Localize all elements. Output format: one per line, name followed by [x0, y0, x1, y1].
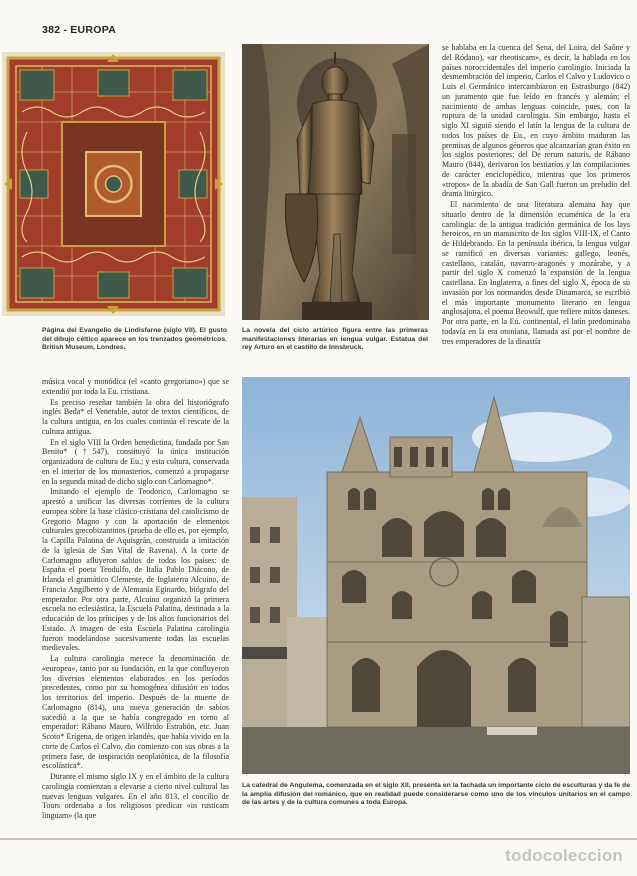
- caption-lindisfarne-gospel: Página del Evangelio de Lindisfarne (siglo VII). El gusto del dibujo céltico aparece en los trenzados geométricos. British Museum, Londres.: [42, 327, 227, 352]
- page-number: 382: [42, 24, 61, 36]
- text-column-right: [442, 43, 630, 357]
- paragraph: Durante el mismo siglo IX y en el ámbito de la cultura carolingia comienzan a elevarse a cierto nivel cultural las nuevas lenguas vulgares. En el año 813, el concilio de Tours ordenaba a los religiosos predicar «in rusticam linguam» (la que: [42, 772, 229, 820]
- lindisfarne-gospel-image: [2, 52, 225, 316]
- caption-king-arthur: La novela del ciclo artúrico figura entre las primeras manifestaciones literarias en lengua vulgar. Estatua del rey Arturo en el castillo de Innsbruck.: [242, 327, 428, 352]
- paragraph: Imitando el ejemplo de Teodorico, Carlomagno se aprestó a unificar las diversas corrientes de la cultura europea sobre la base clásico-cristiana del catolicismo de Gregorio Magno y con la aportación de elementos culturales grecobizantinos (prueba de ello es, por ejemplo, la Capilla Palatina de Aquisgrán, construida a imitación de la iglesia de San Vital de Ravena). A la corte de Carlomagno afluyeron sabios de todos los países: de España el poeta Teodulfo, de Italia Pablo Diácono, de Irlanda el gramático Clemente, de Inglaterra Alcuino, de Francia Angilberto y de Alemania Eginardo, biógrafo del emperador. Por otra parte, Alcuino organizó la primera escuela no eclesiástica, la Escuela Palatina, destinada a la educación de los príncipes y de los altos funcionarios del Estado. A imagen de esta Escuela Palatina carolingia fueron modelándose sucesivamente todas las escuelas medievales.: [42, 487, 229, 653]
- paragraph: La cultura carolingia merece la denominación de «europea», tanto por su fundación, en la que confluyeron los diversos elementos elaborados en los períodos precedentes, como por su homogénea difusión en todos los territorios del imperio. Después de la muerte de Carlomagno (814), una nueva generación de sabios sucedió a la que se había congregado en torno al emperador: Rábano Mauro, Wilfrido Estrabón, etc. Juan Scoto* Erígena, de origen irlandés, que había vivido en la corte de Carlos el Calvo, dio comienzo con sus obras a la primera fase, de inspiración neoplatónica, de la filosofía escolástica*.: [42, 654, 229, 771]
- watermark: todocoleccion: [505, 846, 623, 865]
- king-arthur-statue-image: [242, 44, 429, 320]
- page-header: [42, 24, 116, 36]
- caption-angouleme-cathedral: La catedral de Angulema, comenzada en el siglo XII, presenta en la fachada un importante ciclo de esculturas y da fe de la amplia difusión del románico, que en realidad puede considerarse como uno de los vínculos unitarios en el campo de las artes y de la cultura comunes a toda Europa.: [242, 782, 630, 807]
- section-title: EUROPA: [70, 24, 117, 36]
- angouleme-cathedral-image: [242, 377, 630, 774]
- text-column-left: [42, 377, 229, 835]
- paragraph: se hablaba en la cuenca del Sena, del Loira, del Saône y del Ródano), «ar rheotiscam», es decir, la hablada en los países noroccidentales del imperio carolingio. Iniciada la desmembración del imperio, Carlos el Calvo y Ludovico o Luis el Germánico intercambiaron en Estrasburgo (842) un juramento que fue leído en francés y alemán; el nacimiento de ambas lenguas coincide, pues, con la ruptura de la unidad carolingia. Sin embargo, hasta el siglo XI siguió siendo el latín la lengua de la cultura de todos los países de Eu., en cuyo ámbito maduran las premisas de algunos géneros que alcanzarían gran éxito en los siglos posteriores: del De rerum naturis, de Rábano Mauro (844), derivaron los bestiarios y las compilaciones de carácter enciclopédico, mientras que los primeros «tropos» de la abadía de San Gall fueron un preludio del drama litúrgico.: [442, 43, 630, 199]
- footer-divider: [0, 838, 637, 840]
- header-separator: -: [63, 24, 68, 36]
- paragraph: música vocal y monódica (el «canto gregoriano») que se extendió por toda la Eu. cristiana.: [42, 377, 229, 396]
- paragraph: En el siglo VIII la Orden benedictina, fundada por San Benito* (†547), constituyó la única institución organizadora de cultura de Eu.; y esta cultura, conservada en el interior de los monasterios, comenzó a propagarse en la segunda mitad de dicho siglo con Carlomagno*.: [42, 437, 229, 486]
- paragraph: El nacimiento de una literatura alemana hay que situarlo dentro de la dimensión ecuménica de la era carolingia: de la antigua tradición germánica de los lays heroicos, en un manuscrito de los siglos VIII-IX, el Canto de Hildebrando. En la península ibérica, la lengua vulgar se ramificó en diversas variantes: gallego, leonés, castellano, catalán, navarro-aragonés y mozárabe, y a partir del siglo X comenzó la expansión de la lengua castellana. En Inglaterra, a fines del siglo X, época de su invasión por los normandos desde Dinamarca, se escribió el más importante monumento literario en lengua anglosajona, el poema Beowulf, que refiere mitos daneses. Por otra parte, en la Eu. continental, el latín predominaba todavía en la era otoniana, llamada así por el nombre de tres emperadores de la dinastía: [442, 200, 630, 346]
- paragraph: Es preciso reseñar también la obra del historiógrafo inglés Beda* el Venerable, autor de textos científicos, de la cultura antigua, en los cuales continúa el rescate de la cultura antigua.: [42, 397, 229, 436]
